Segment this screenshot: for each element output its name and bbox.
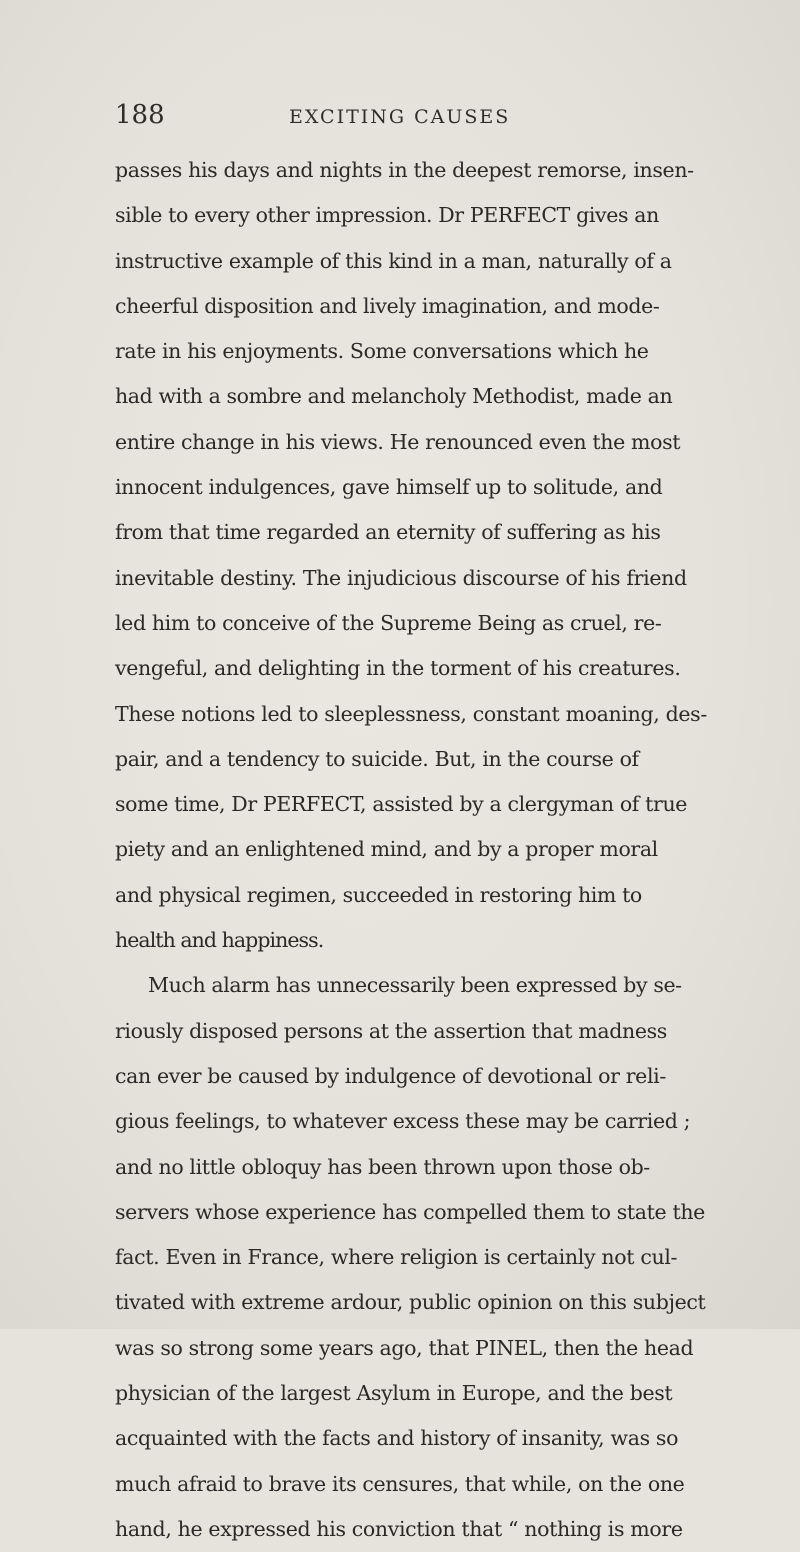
- text-line: piety and an enlightened mind, and by a proper moral: [115, 837, 658, 862]
- running-title: EXCITING CAUSES: [289, 106, 511, 128]
- text-line: entire change in his views. He renounced even the most: [115, 429, 681, 454]
- text-line: was so strong some years ago, that PINEL, then the head: [115, 1335, 694, 1360]
- text-line: sible to every other impression. Dr PERFECT gives an: [115, 203, 659, 228]
- text-line: innocent indulgences, gave himself up to solitude, and: [115, 475, 663, 500]
- text-line: These notions led to sleeplessness, constant moaning, des-: [115, 701, 707, 726]
- text-line: rate in his enjoyments. Some conversations which he: [115, 339, 649, 364]
- body-text: [115, 148, 800, 1552]
- text-line: fact. Even in France, where religion is certainly not cul-: [115, 1245, 678, 1270]
- running-head: [0, 100, 800, 136]
- paragraph-start-line: Much alarm has unnecessarily been expressed by se-: [148, 973, 682, 998]
- text-line: instructive example of this kind in a man, naturally of a: [115, 248, 672, 273]
- text-line: can ever be caused by indulgence of devotional or reli-: [115, 1063, 666, 1088]
- text-line: physician of the largest Asylum in Europe, and the best: [115, 1381, 673, 1406]
- text-line: riously disposed persons at the assertion that madness: [115, 1018, 667, 1043]
- text-line: gious feelings, to whatever excess these may be carried ;: [115, 1109, 691, 1134]
- text-line: some time, Dr PERFECT, assisted by a clergyman of true: [115, 792, 688, 817]
- text-line: inevitable destiny. The injudicious discourse of his friend: [115, 565, 687, 590]
- page-number: 188: [115, 100, 165, 130]
- text-line: passes his days and nights in the deepest remorse, insen-: [115, 158, 694, 182]
- text-line: had with a sombre and melancholy Methodist, made an: [115, 384, 673, 409]
- text-line: hand, he expressed his conviction that “ nothing is more: [115, 1516, 683, 1541]
- text-line: cheerful disposition and lively imagination, and mode-: [115, 293, 660, 318]
- text-line: vengeful, and delighting in the torment of his creatures.: [115, 656, 681, 681]
- text-line: and no little obloquy has been thrown upon those ob-: [115, 1154, 650, 1179]
- text-line: servers whose experience has compelled them to state the: [115, 1199, 705, 1224]
- text-line: from that time regarded an eternity of suffering as his: [115, 520, 661, 545]
- text-line: led him to conceive of the Supreme Being as cruel, re-: [115, 610, 662, 635]
- text-line: tivated with extreme ardour, public opinion on this subject: [115, 1290, 706, 1315]
- text-line: pair, and a tendency to suicide. But, in the course of: [115, 746, 639, 771]
- text-line: much afraid to brave its censures, that while, on the one: [115, 1471, 685, 1496]
- text-line: health and happiness.: [115, 928, 324, 953]
- text-line: and physical regimen, succeeded in restoring him to: [115, 882, 642, 907]
- text-line: acquainted with the facts and history of insanity, was so: [115, 1426, 679, 1451]
